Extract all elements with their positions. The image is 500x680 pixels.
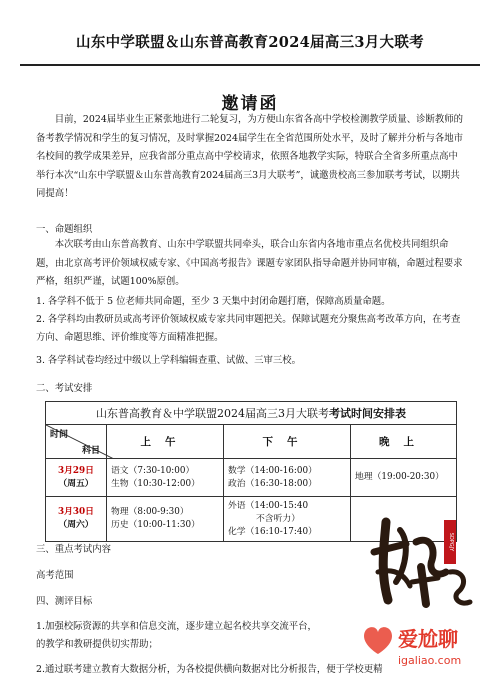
section3-heading: 三、重点考试内容 bbox=[36, 544, 112, 555]
header-title: 山东中学联盟＆山东普高教育2024届高三3月大联考 bbox=[76, 34, 424, 51]
date: 3月30日 bbox=[58, 507, 94, 517]
watermark-logo bbox=[342, 616, 492, 676]
date-cell bbox=[46, 459, 107, 497]
watermark-url: igaliao.com bbox=[398, 654, 462, 667]
table-row bbox=[46, 459, 457, 497]
section4-item-2: 2.通过联考建立教育大数据分析，为各校提供横向数据对比分析报告，便于学校更精 bbox=[36, 664, 383, 675]
evening-cell: 地理（19:00-20:30） bbox=[351, 459, 457, 497]
section4-heading: 四、测评目标 bbox=[36, 596, 93, 607]
watermark-text: 爱尬聊 bbox=[398, 627, 458, 651]
corner-label-time: 时间 bbox=[50, 430, 69, 440]
section1-body: 本次联考由山东普高教育、山东中学联盟共同牵头，联合山东省内各地市重点名优校共同组织命题，由北京高考评价领域权威专家、《中国高考报告》课题专家团队指导命题并协同审稿，命题过程要求严格，组织严谨，试题100%原创。 bbox=[36, 239, 463, 287]
corner-label-subject: 科目 bbox=[81, 446, 100, 456]
calligraphy-stamp-logo bbox=[366, 512, 476, 612]
table-title: 山东普高教育＆中学联盟2024届高三3月大联考考试时间安排表 bbox=[46, 402, 457, 425]
weekday: （周六） bbox=[58, 520, 94, 530]
document-title: 邀请函 bbox=[221, 94, 279, 114]
section1-item-1: 1. 各学科不低于 5 位老师共同命题，至少 3 天集中封闭命题打磨，保障高质量命题。 bbox=[36, 296, 391, 307]
section1-heading: 一、命题组织 bbox=[36, 224, 93, 235]
heart-chat-icon bbox=[342, 616, 492, 676]
col-header-afternoon: 下午 bbox=[224, 425, 351, 459]
section4-item-1-cont: 的教学和教研提供切实帮助； bbox=[36, 639, 158, 650]
weekday: （周五） bbox=[58, 478, 94, 489]
morning-cell: 物理（8:00-9:30） 历史（10:00-11:30） bbox=[107, 497, 224, 542]
afternoon-cell: 数学（14:00-16:00） 政治（16:30-18:00） bbox=[224, 459, 351, 497]
section2-heading: 二、考试安排 bbox=[36, 383, 93, 394]
section4-item-1: 1.加强校际资源的共享和信息交流，逐步建立起名校共享交流平台， bbox=[36, 621, 317, 632]
section3-body: 高考范围 bbox=[36, 570, 74, 581]
date: 3月29日 bbox=[58, 465, 94, 476]
date-cell bbox=[46, 497, 107, 542]
svg-text:SDPGJY: SDPGJY bbox=[448, 532, 454, 552]
section1-item-3: 3. 各学科试卷均经过中级以上学科编辑查重、试做、三审三校。 bbox=[36, 355, 302, 366]
section1-item-2: 2. 各学科均由教研员或高考评价领域权威专家共同审题把关。保障试题充分聚焦高考改革方向，在考查方向、命题思维、评价维度等方面精准把握。 bbox=[36, 314, 461, 343]
document-header bbox=[20, 31, 480, 66]
afternoon-cell: 外语（14:00-15:40 不含听力） 化学（16:10-17:40） bbox=[224, 497, 351, 542]
col-header-morning: 上午 bbox=[107, 425, 224, 459]
col-header-evening: 晚上 bbox=[351, 425, 457, 459]
table-corner-cell bbox=[46, 425, 107, 459]
morning-cell: 语文（7:30-10:00） 生物（10:30-12:00） bbox=[107, 459, 224, 497]
intro-paragraph: 目前，2024届毕业生正紧张地进行二轮复习，为方便山东省各高中学校检测教学质量、诊断教师的备考教学情况和学生的复习情况，及时掌握2024届学生在全省范围所处水平，及时了解并分析与各地市名校间的教学成果差异，应我省部分重点高中学校请求，依照各地教学实际，特联合全省多所重点高中举行本次“山东中学联盟＆山东普高教育2024届高三3月大联考”，诚邀贵校高三参加联考考试，以期共同提高！ bbox=[36, 114, 464, 199]
